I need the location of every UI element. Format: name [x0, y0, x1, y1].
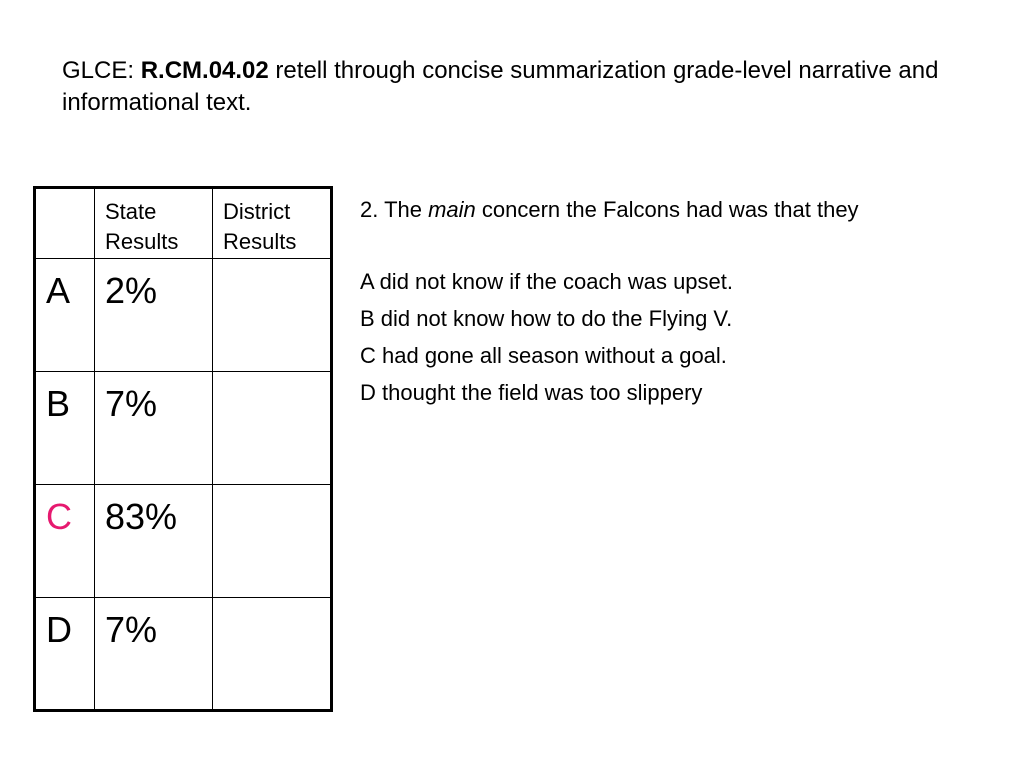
heading-prefix: GLCE: — [62, 57, 141, 84]
answer-letter: A — [46, 270, 71, 311]
letter-cell — [35, 259, 95, 372]
table-header-row — [35, 188, 332, 259]
answer-options — [360, 268, 1000, 416]
table-row — [35, 372, 332, 485]
header-letter — [36, 189, 94, 197]
answer-option-c: C had gone all season without a goal. — [360, 343, 727, 368]
district-cell — [213, 372, 332, 485]
header-state-cell — [95, 188, 213, 259]
state-cell — [95, 485, 213, 598]
question-suffix: concern the Falcons had was that they — [475, 197, 859, 222]
district-cell — [213, 598, 332, 711]
district-percent — [213, 259, 330, 269]
header-letter-cell — [35, 188, 95, 259]
answer-letter: D — [46, 609, 72, 650]
table-row — [35, 598, 332, 711]
state-percent: 2% — [105, 270, 158, 311]
district-percent — [213, 372, 330, 382]
table-row — [35, 259, 332, 372]
question-prefix: 2. The — [360, 197, 429, 222]
district-percent — [213, 598, 330, 608]
header-district-cell — [213, 188, 332, 259]
answer-option-d: D thought the field was too slippery — [360, 380, 703, 405]
state-percent: 83% — [105, 496, 178, 537]
state-cell — [95, 259, 213, 372]
results-table — [33, 186, 333, 712]
answer-option-b: B did not know how to do the Flying V. — [360, 306, 733, 331]
letter-cell — [35, 485, 95, 598]
page-heading — [62, 55, 962, 119]
district-cell — [213, 485, 332, 598]
answer-letter-correct: C — [46, 496, 72, 537]
heading-text: retell through concise summarization grade-level narrative and informational text. — [62, 57, 939, 116]
answer-letter: B — [46, 383, 71, 424]
question-emphasis: main — [428, 197, 476, 222]
state-percent: 7% — [105, 383, 158, 424]
header-district: District Results — [223, 199, 297, 254]
state-cell — [95, 372, 213, 485]
letter-cell — [35, 372, 95, 485]
state-percent: 7% — [105, 609, 158, 650]
state-cell — [95, 598, 213, 711]
standard-code: R.CM.04.02 — [140, 57, 269, 84]
table-row — [35, 485, 332, 598]
letter-cell — [35, 598, 95, 711]
question-stem — [360, 196, 1000, 224]
answer-option-a: A did not know if the coach was upset. — [360, 269, 734, 294]
header-state: State Results — [105, 199, 179, 254]
district-percent — [213, 485, 330, 495]
district-cell — [213, 259, 332, 372]
